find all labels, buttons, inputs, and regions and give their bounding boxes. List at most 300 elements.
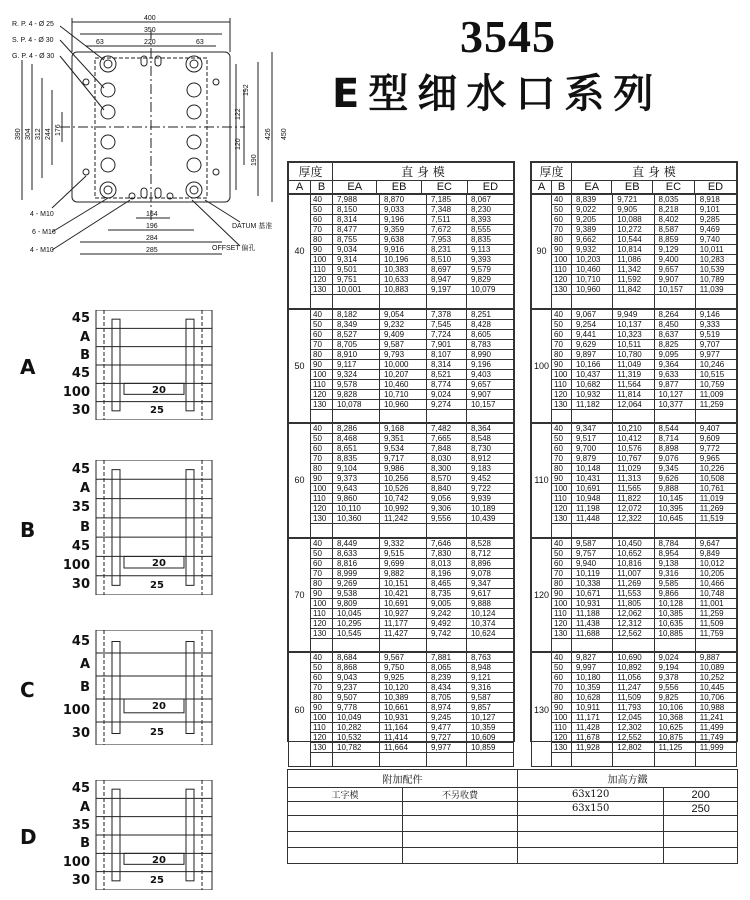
price-cell: 9,887 bbox=[695, 653, 736, 663]
a-value: 60 bbox=[289, 424, 311, 538]
price-cell: 10,508 bbox=[695, 474, 736, 484]
table-row bbox=[289, 494, 514, 504]
price-cell: 9,879 bbox=[572, 454, 613, 464]
table-row bbox=[289, 454, 514, 464]
b-value: 70 bbox=[552, 568, 572, 578]
table-row bbox=[532, 558, 737, 568]
price-cell: 10,377 bbox=[654, 399, 695, 409]
b-value: 110 bbox=[552, 494, 572, 504]
price-cell: 9,949 bbox=[613, 309, 654, 319]
table-row bbox=[532, 608, 737, 618]
b-value: 90 bbox=[552, 245, 572, 255]
price-cell: 11,086 bbox=[613, 255, 654, 265]
price-cell: 10,544 bbox=[613, 235, 654, 245]
price-cell: 9,095 bbox=[654, 349, 695, 359]
price-cell: 8,705 bbox=[427, 693, 467, 703]
price-cell: 9,717 bbox=[380, 454, 427, 464]
price-cell: 9,809 bbox=[333, 598, 380, 608]
price-cell: 8,774 bbox=[427, 379, 467, 389]
price-cell: 10,748 bbox=[695, 588, 736, 598]
price-cell: 8,264 bbox=[654, 309, 695, 319]
price-cell: 12,064 bbox=[613, 399, 654, 409]
price-cell: 7,830 bbox=[427, 548, 467, 558]
price-cell: 8,477 bbox=[333, 225, 380, 235]
b-value: 70 bbox=[552, 339, 572, 349]
price-cell: 11,842 bbox=[613, 285, 654, 295]
price-cell: 9,242 bbox=[427, 608, 467, 618]
table-row bbox=[289, 464, 514, 474]
price-cell: 8,510 bbox=[427, 255, 467, 265]
table-row bbox=[289, 618, 514, 628]
b-value: 130 bbox=[311, 514, 333, 524]
price-cell: 10,624 bbox=[466, 628, 513, 638]
price-cell: 10,012 bbox=[695, 558, 736, 568]
side-view-dim-label: 100 bbox=[62, 702, 90, 718]
b-value: 100 bbox=[311, 484, 333, 494]
dim-450: 450 bbox=[281, 128, 288, 140]
price-cell: 9,925 bbox=[380, 673, 427, 683]
price-cell: 8,637 bbox=[654, 329, 695, 339]
price-cell: 7,482 bbox=[427, 424, 467, 434]
table-row bbox=[289, 588, 514, 598]
price-cell: 8,286 bbox=[333, 424, 380, 434]
price-cell: 10,742 bbox=[380, 494, 427, 504]
price-cell: 10,180 bbox=[572, 673, 613, 683]
price-cell: 9,939 bbox=[466, 494, 513, 504]
table-row bbox=[289, 558, 514, 568]
price-cell: 9,347 bbox=[572, 424, 613, 434]
price-cell: 9,407 bbox=[695, 424, 736, 434]
price-cell: 9,378 bbox=[654, 673, 695, 683]
price-cell: 9,617 bbox=[466, 588, 513, 598]
price-cell: 10,148 bbox=[572, 464, 613, 474]
a-value: 70 bbox=[289, 538, 311, 652]
table-row bbox=[532, 514, 737, 524]
price-cell: 11,313 bbox=[613, 474, 654, 484]
b-value: 60 bbox=[311, 329, 333, 339]
b-value: 50 bbox=[311, 319, 333, 329]
price-cell: 8,816 bbox=[333, 558, 380, 568]
price-cell: 8,918 bbox=[695, 195, 736, 205]
price-cell: 9,772 bbox=[695, 444, 736, 454]
thickness-group bbox=[288, 309, 514, 424]
b-value: 120 bbox=[552, 618, 572, 628]
price-cell: 11,793 bbox=[613, 703, 654, 713]
b-value: 120 bbox=[311, 389, 333, 399]
price-cell: 9,905 bbox=[613, 205, 654, 215]
b-value: 50 bbox=[552, 434, 572, 444]
price-cell: 7,545 bbox=[427, 319, 467, 329]
price-cell: 9,403 bbox=[466, 369, 513, 379]
b-value: 120 bbox=[311, 504, 333, 514]
straight-mold-header: 直 身 模 bbox=[572, 163, 737, 181]
price-cell: 9,827 bbox=[572, 653, 613, 663]
b-value: 110 bbox=[311, 494, 333, 504]
table-row bbox=[532, 205, 737, 215]
b-value: 130 bbox=[311, 628, 333, 638]
price-cell: 7,646 bbox=[427, 538, 467, 548]
thickness-header: 厚度 bbox=[532, 163, 572, 181]
sp-label: S. P. 4 - Ø 30 bbox=[12, 37, 54, 44]
b-value: 80 bbox=[311, 235, 333, 245]
side-view-dim-label: A bbox=[79, 480, 90, 496]
price-cell: 9,441 bbox=[572, 329, 613, 339]
price-cell: 8,300 bbox=[427, 464, 467, 474]
b-value: 50 bbox=[552, 319, 572, 329]
price-cell: 8,065 bbox=[427, 663, 467, 673]
price-cell: 9,314 bbox=[333, 255, 380, 265]
price-cell: 8,825 bbox=[654, 339, 695, 349]
price-cell: 10,283 bbox=[695, 255, 736, 265]
table-row bbox=[532, 474, 737, 484]
price-cell: 9,324 bbox=[333, 369, 380, 379]
price-cell: 8,651 bbox=[333, 444, 380, 454]
table-row bbox=[289, 703, 514, 713]
price-cell: 8,633 bbox=[333, 548, 380, 558]
price-cell: 10,460 bbox=[572, 265, 613, 275]
price-cell: 10,539 bbox=[695, 265, 736, 275]
price-cell: 11,029 bbox=[613, 464, 654, 474]
b-value: 50 bbox=[311, 434, 333, 444]
b-value: 60 bbox=[552, 329, 572, 339]
price-cell: 9,825 bbox=[654, 693, 695, 703]
price-cell: 11,319 bbox=[613, 369, 654, 379]
table-row bbox=[532, 225, 737, 235]
price-cell: 9,626 bbox=[654, 474, 695, 484]
price-cell: 11,509 bbox=[695, 618, 736, 628]
price-cell: 9,194 bbox=[654, 663, 695, 673]
price-cell: 8,548 bbox=[466, 434, 513, 444]
b-value: 100 bbox=[552, 713, 572, 723]
price-cell: 10,395 bbox=[654, 504, 695, 514]
table-row bbox=[532, 578, 737, 588]
table-row bbox=[289, 474, 514, 484]
side-view-small-dim: 25 bbox=[150, 405, 164, 417]
price-cell: 9,205 bbox=[572, 215, 613, 225]
a-value: 40 bbox=[289, 195, 311, 309]
price-cell: 8,067 bbox=[466, 195, 513, 205]
price-cell: 8,898 bbox=[654, 444, 695, 454]
price-cell: 9,727 bbox=[427, 733, 467, 743]
thickness-group bbox=[531, 423, 737, 538]
side-view-dim-label: 35 bbox=[71, 817, 90, 833]
price-cell: 10,295 bbox=[333, 618, 380, 628]
price-cell: 11,814 bbox=[613, 389, 654, 399]
price-cell: 9,567 bbox=[380, 653, 427, 663]
price-cell: 9,609 bbox=[695, 434, 736, 444]
table-row bbox=[289, 235, 514, 245]
price-cell: 10,450 bbox=[613, 538, 654, 548]
table-row bbox=[289, 504, 514, 514]
b-value: 120 bbox=[552, 389, 572, 399]
price-cell: 11,039 bbox=[695, 285, 736, 295]
b-value: 60 bbox=[311, 558, 333, 568]
price-cell: 10,226 bbox=[695, 464, 736, 474]
table-row bbox=[532, 484, 737, 494]
price-cell: 8,912 bbox=[466, 454, 513, 464]
price-cell: 11,259 bbox=[695, 608, 736, 618]
b-value: 120 bbox=[311, 275, 333, 285]
price-cell: 8,870 bbox=[380, 195, 427, 205]
table-row bbox=[289, 598, 514, 608]
price-cell: 10,780 bbox=[613, 349, 654, 359]
b-value: 40 bbox=[311, 195, 333, 205]
price-cell: 9,556 bbox=[427, 514, 467, 524]
price-cell: 9,721 bbox=[613, 195, 654, 205]
price-cell: 9,104 bbox=[333, 464, 380, 474]
price-cell: 9,477 bbox=[427, 723, 467, 733]
side-view-dim-label: B bbox=[80, 519, 90, 535]
price-cell: 8,218 bbox=[654, 205, 695, 215]
price-cell: 8,450 bbox=[654, 319, 695, 329]
accessories-table bbox=[287, 769, 738, 864]
a-value: 60 bbox=[289, 653, 311, 767]
price-cell: 9,245 bbox=[427, 713, 467, 723]
side-view-small-dim: 25 bbox=[150, 726, 164, 738]
b-value: 80 bbox=[311, 349, 333, 359]
b-value: 70 bbox=[552, 683, 572, 693]
price-cell: 11,749 bbox=[695, 733, 736, 743]
price-cell: 8,428 bbox=[466, 319, 513, 329]
price-cell: 8,948 bbox=[466, 663, 513, 673]
price-cell: 9,877 bbox=[654, 379, 695, 389]
m10-label-bottom: 4 - M10 bbox=[30, 247, 54, 254]
price-cell: 8,784 bbox=[654, 538, 695, 548]
b-value: 90 bbox=[311, 245, 333, 255]
price-cell: 11,198 bbox=[572, 504, 613, 514]
table-row bbox=[532, 703, 737, 713]
b-value: 60 bbox=[552, 673, 572, 683]
b-value: 100 bbox=[552, 598, 572, 608]
b-value: 70 bbox=[311, 568, 333, 578]
b-value: 130 bbox=[552, 743, 572, 753]
b-value: 50 bbox=[311, 548, 333, 558]
table-row bbox=[289, 245, 514, 255]
price-cell: 10,875 bbox=[654, 733, 695, 743]
side-view-small-dim: 20 bbox=[152, 701, 166, 713]
price-cell: 7,378 bbox=[427, 309, 467, 319]
price-cell: 9,196 bbox=[380, 215, 427, 225]
table-row bbox=[289, 399, 514, 409]
b-value: 60 bbox=[311, 673, 333, 683]
a-value: 50 bbox=[289, 309, 311, 423]
price-cell: 7,953 bbox=[427, 235, 467, 245]
price-cell: 9,940 bbox=[572, 558, 613, 568]
m10-label-top: 4 - M10 bbox=[30, 211, 54, 218]
model-col-header: EB bbox=[612, 181, 652, 194]
b-value: 110 bbox=[311, 723, 333, 733]
table-row bbox=[532, 588, 737, 598]
price-cell: 10,389 bbox=[380, 693, 427, 703]
price-cell: 9,269 bbox=[333, 578, 380, 588]
price-cell: 8,840 bbox=[427, 484, 467, 494]
price-cell: 9,778 bbox=[333, 703, 380, 713]
table-row bbox=[289, 265, 514, 275]
price-cell: 8,763 bbox=[466, 653, 513, 663]
table-row bbox=[289, 359, 514, 369]
gp-label: G. P. 4 - Ø 30 bbox=[12, 53, 55, 60]
price-cell: 8,735 bbox=[427, 588, 467, 598]
b-value: 130 bbox=[552, 514, 572, 524]
dim-426: 426 bbox=[265, 128, 272, 140]
price-cell: 11,519 bbox=[695, 514, 736, 524]
price-cell: 9,977 bbox=[427, 743, 467, 753]
table-row bbox=[532, 245, 737, 255]
price-cell: 8,697 bbox=[427, 265, 467, 275]
price-cell: 10,127 bbox=[466, 713, 513, 723]
b-value: 80 bbox=[311, 578, 333, 588]
side-view-small-dim: 20 bbox=[152, 855, 166, 867]
price-cell: 10,110 bbox=[333, 504, 380, 514]
extension-price: 200 bbox=[664, 788, 738, 802]
price-cell: 8,839 bbox=[572, 195, 613, 205]
b-value: 110 bbox=[552, 608, 572, 618]
price-cell: 11,177 bbox=[380, 618, 427, 628]
price-cell: 10,323 bbox=[613, 329, 654, 339]
table-row bbox=[289, 285, 514, 295]
model-col-header: ED bbox=[467, 181, 513, 194]
table-row bbox=[532, 673, 737, 683]
price-cell: 9,056 bbox=[427, 494, 467, 504]
b-value: 40 bbox=[552, 309, 572, 319]
price-cell: 10,816 bbox=[613, 558, 654, 568]
price-cell: 10,089 bbox=[695, 663, 736, 673]
table-row bbox=[289, 444, 514, 454]
table-row bbox=[532, 444, 737, 454]
price-cell: 8,570 bbox=[427, 474, 467, 484]
price-cell: 8,712 bbox=[466, 548, 513, 558]
price-cell: 9,977 bbox=[695, 349, 736, 359]
price-cell: 10,511 bbox=[613, 339, 654, 349]
b-value: 130 bbox=[311, 285, 333, 295]
price-cell: 11,056 bbox=[613, 673, 654, 683]
m16-label: 6 - M16 bbox=[32, 229, 56, 236]
price-cell: 9,197 bbox=[427, 285, 467, 295]
price-cell: 10,883 bbox=[380, 285, 427, 295]
price-cell: 10,445 bbox=[695, 683, 736, 693]
table-row bbox=[532, 733, 737, 743]
table-row bbox=[532, 568, 737, 578]
table-row bbox=[289, 663, 514, 673]
side-view-dim-label: B bbox=[80, 836, 90, 852]
side-view-dim-label: 45 bbox=[71, 366, 90, 382]
price-cell: 12,072 bbox=[613, 504, 654, 514]
price-cell: 8,868 bbox=[333, 663, 380, 673]
table-row bbox=[532, 494, 737, 504]
side-view-dim-label: 30 bbox=[71, 402, 90, 418]
price-cell: 11,928 bbox=[572, 743, 613, 753]
table-row bbox=[532, 359, 737, 369]
price-cell: 11,448 bbox=[572, 514, 613, 524]
price-cell: 10,992 bbox=[380, 504, 427, 514]
table-row bbox=[289, 424, 514, 434]
b-value: 60 bbox=[552, 444, 572, 454]
table-row bbox=[532, 195, 737, 205]
price-cell: 9,101 bbox=[695, 205, 736, 215]
price-cell: 10,157 bbox=[466, 399, 513, 409]
price-cell: 11,564 bbox=[613, 379, 654, 389]
price-cell: 10,252 bbox=[695, 673, 736, 683]
price-cell: 9,024 bbox=[427, 389, 467, 399]
price-cell: 10,652 bbox=[613, 548, 654, 558]
table-row bbox=[532, 389, 737, 399]
price-cell: 8,465 bbox=[427, 578, 467, 588]
b-value: 80 bbox=[311, 464, 333, 474]
side-view-dim-label: A bbox=[79, 656, 90, 672]
price-cell: 10,931 bbox=[380, 713, 427, 723]
price-cell: 11,241 bbox=[695, 713, 736, 723]
table-row bbox=[289, 309, 514, 319]
dim-164: 164 bbox=[146, 211, 158, 218]
model-col-header: EC bbox=[421, 181, 467, 194]
table-row bbox=[532, 618, 737, 628]
b-value: 70 bbox=[311, 339, 333, 349]
b-value: 60 bbox=[552, 215, 572, 225]
b-value: 90 bbox=[552, 474, 572, 484]
price-cell: 9,183 bbox=[466, 464, 513, 474]
price-cell: 8,896 bbox=[466, 558, 513, 568]
price-cell: 9,043 bbox=[333, 673, 380, 683]
price-cell: 10,466 bbox=[695, 578, 736, 588]
i-mold-label: 工字模 bbox=[288, 788, 403, 802]
price-cell: 9,237 bbox=[333, 683, 380, 693]
price-cell: 10,128 bbox=[654, 598, 695, 608]
price-cell: 10,207 bbox=[380, 369, 427, 379]
price-cell: 9,907 bbox=[654, 275, 695, 285]
price-cell: 11,553 bbox=[613, 588, 654, 598]
price-cell: 8,231 bbox=[427, 245, 467, 255]
price-cell: 9,316 bbox=[466, 683, 513, 693]
price-cell: 11,269 bbox=[695, 504, 736, 514]
dim-350: 350 bbox=[144, 27, 156, 34]
price-cell: 10,256 bbox=[380, 474, 427, 484]
price-cell: 10,106 bbox=[654, 703, 695, 713]
price-cell: 10,079 bbox=[466, 285, 513, 295]
price-cell: 10,645 bbox=[654, 514, 695, 524]
price-cell: 8,859 bbox=[654, 235, 695, 245]
price-cell: 9,829 bbox=[466, 275, 513, 285]
price-cell: 9,793 bbox=[380, 349, 427, 359]
price-cell: 10,782 bbox=[333, 743, 380, 753]
price-cell: 10,633 bbox=[380, 275, 427, 285]
extension-spec: 63x150 bbox=[518, 802, 664, 816]
price-cell: 10,767 bbox=[613, 454, 654, 464]
table-row bbox=[532, 693, 737, 703]
side-view-dim-label: 100 bbox=[62, 384, 90, 400]
price-cell: 10,374 bbox=[466, 618, 513, 628]
price-cell: 10,203 bbox=[572, 255, 613, 265]
price-cell: 10,145 bbox=[654, 494, 695, 504]
b-value: 40 bbox=[552, 424, 572, 434]
b-value: 50 bbox=[311, 663, 333, 673]
price-cell: 11,269 bbox=[613, 578, 654, 588]
price-cell: 9,274 bbox=[427, 399, 467, 409]
side-view-letter: A bbox=[20, 355, 36, 379]
price-cell: 8,605 bbox=[466, 329, 513, 339]
extension-spec: 63x120 bbox=[518, 788, 664, 802]
b-value: 70 bbox=[311, 454, 333, 464]
price-cell: 9,657 bbox=[654, 265, 695, 275]
price-cell: 11,001 bbox=[695, 598, 736, 608]
price-cell: 8,468 bbox=[333, 434, 380, 444]
price-cell: 10,932 bbox=[572, 389, 613, 399]
dim-390: 390 bbox=[15, 128, 22, 140]
price-cell: 9,351 bbox=[380, 434, 427, 444]
mold-plan-drawing bbox=[0, 0, 300, 300]
b-value: 70 bbox=[311, 683, 333, 693]
price-cell: 9,067 bbox=[572, 309, 613, 319]
price-cell: 10,609 bbox=[466, 733, 513, 743]
